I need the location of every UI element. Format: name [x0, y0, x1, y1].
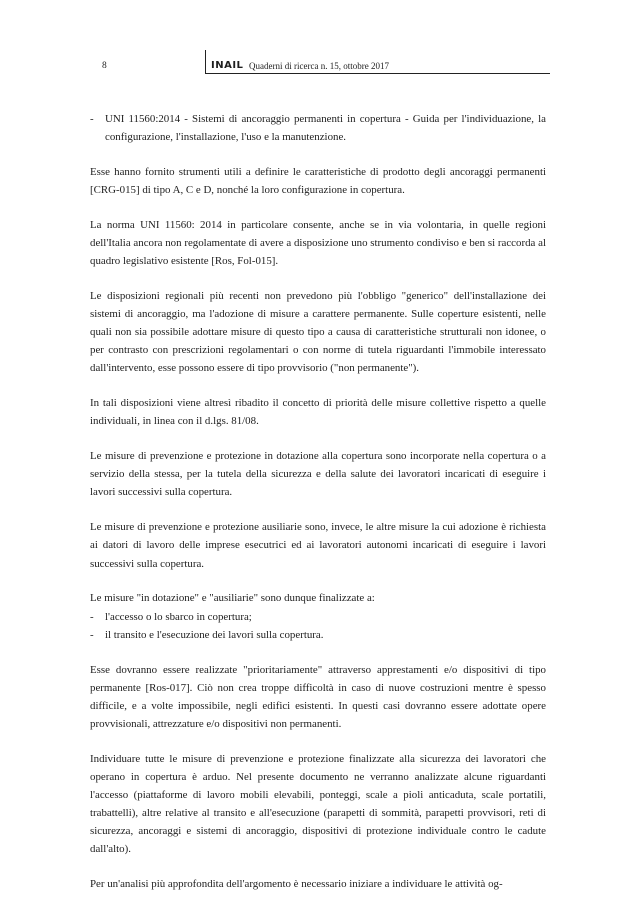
list-item: [90, 626, 546, 644]
page-header: [90, 44, 550, 74]
list-dash: -: [90, 628, 94, 641]
header-vertical-rule: [205, 50, 206, 74]
list-item-text: l'accesso o lo sbarco in copertura;: [105, 610, 252, 623]
standard-reference-item: [90, 110, 546, 146]
document-body: [90, 110, 546, 910]
list-dash: -: [90, 113, 94, 125]
paragraph: Le disposizioni regionali più recenti non prevedono più l'obbligo "generico" dell'installazione dei sistemi di ancoraggio, ma l'adozione di misure a carattere permanente. Sulle coperture esistenti, nelle quali non sia possibile adottare misure di questo tipo a causa di caratteristiche strutturali non idonee, o per contrasto con prescrizioni regolamentari o con norme di tutela riguardanti l'immobile interessato dall'intervento, esse possono essere di tipo provvisorio ("non permanente").: [90, 290, 546, 375]
measures-list: [90, 589, 546, 643]
page-number: 8: [102, 61, 107, 71]
paragraph: Esse hanno fornito strumenti utili a definire le caratteristiche di prodotto degli ancoraggi permanenti [CRG-015] di tipo A, C e D, nonché la loro configurazione in copertura.: [90, 165, 546, 197]
series-title: Quaderni di ricerca n. 15, ottobre 2017: [249, 61, 389, 71]
paragraph: Le misure di prevenzione e protezione in dotazione alla copertura sono incorporate nella copertura o a servizio della stessa, per la tutela della sicurezza e della salute dei lavoratori incaricati di eseguire i lavori successivi sulla copertura.: [90, 450, 546, 499]
paragraph: In tali disposizioni viene altresì ribadito il concetto di priorità delle misure collettive rispetto a quelle individuali, in linea con il d.lgs. 81/08.: [90, 397, 546, 428]
paragraph: Le misure di prevenzione e protezione ausiliarie sono, invece, le altre misure la cui adozione è richiesta ai datori di lavoro delle imprese esecutrici ed ai lavoratori autonomi incaricati di eseguire i lavori successivi sulla copertura.: [90, 521, 546, 570]
header-horizontal-rule: [205, 73, 550, 74]
list-item: [90, 608, 546, 626]
paragraph: Esse dovranno essere realizzate "prioritariamente" attraverso apprestamenti e/o dispositivi di tipo permanente [Ros-017]. Ciò non crea troppe difficoltà in caso di nuove costruzioni mentre è spesso difficile, e a volte impossibile, negli edifici esistenti. In questi casi dovranno essere adottate opere provvisionali, attrezzature e/o dispositivi non permanenti.: [90, 663, 546, 730]
list-dash: -: [90, 610, 94, 623]
standard-reference-text: UNI 11560:2014 - Sistemi di ancoraggio permanenti in copertura - Guida per l'individuazione, la configurazione, l'installazione, l'uso e la manutenzione.: [105, 113, 546, 144]
paragraph: Individuare tutte le misure di prevenzione e protezione finalizzate alla sicurezza dei lavoratori che operano in copertura è arduo. Nel presente documento ne verranno analizzate alcune riguardanti l'accesso (piattaforme di lavoro mobili elevabili, ponteggi, scale a pioli anticaduta, scale portatili, trabattelli), altre relative al transito e all'esecuzione (parapetti di sommità, parapetti provvisori, reti di sicurezza, ancoraggi e sistemi di ancoraggio, dispositivi di protezione individuale contro le cadute dall'alto).: [90, 752, 546, 856]
paragraph: La norma UNI 11560: 2014 in particolare consente, anche se in via volontaria, in quelle regioni dell'Italia ancora non regolamentate di avere a disposizione uno strumento condiviso e ben si raccorda al quadro legislativo esistente [Ros, Fol-015].: [90, 218, 546, 268]
inail-logo: INAIL: [211, 60, 244, 71]
list-intro: Le misure "in dotazione" e "ausiliarie" sono dunque finalizzate a:: [90, 592, 375, 605]
paragraph: Per un'analisi più approfondita dell'argomento è necessario iniziare a individuare le attività og-: [90, 878, 503, 891]
list-item-text: il transito e l'esecuzione dei lavori sulla copertura.: [105, 628, 324, 641]
